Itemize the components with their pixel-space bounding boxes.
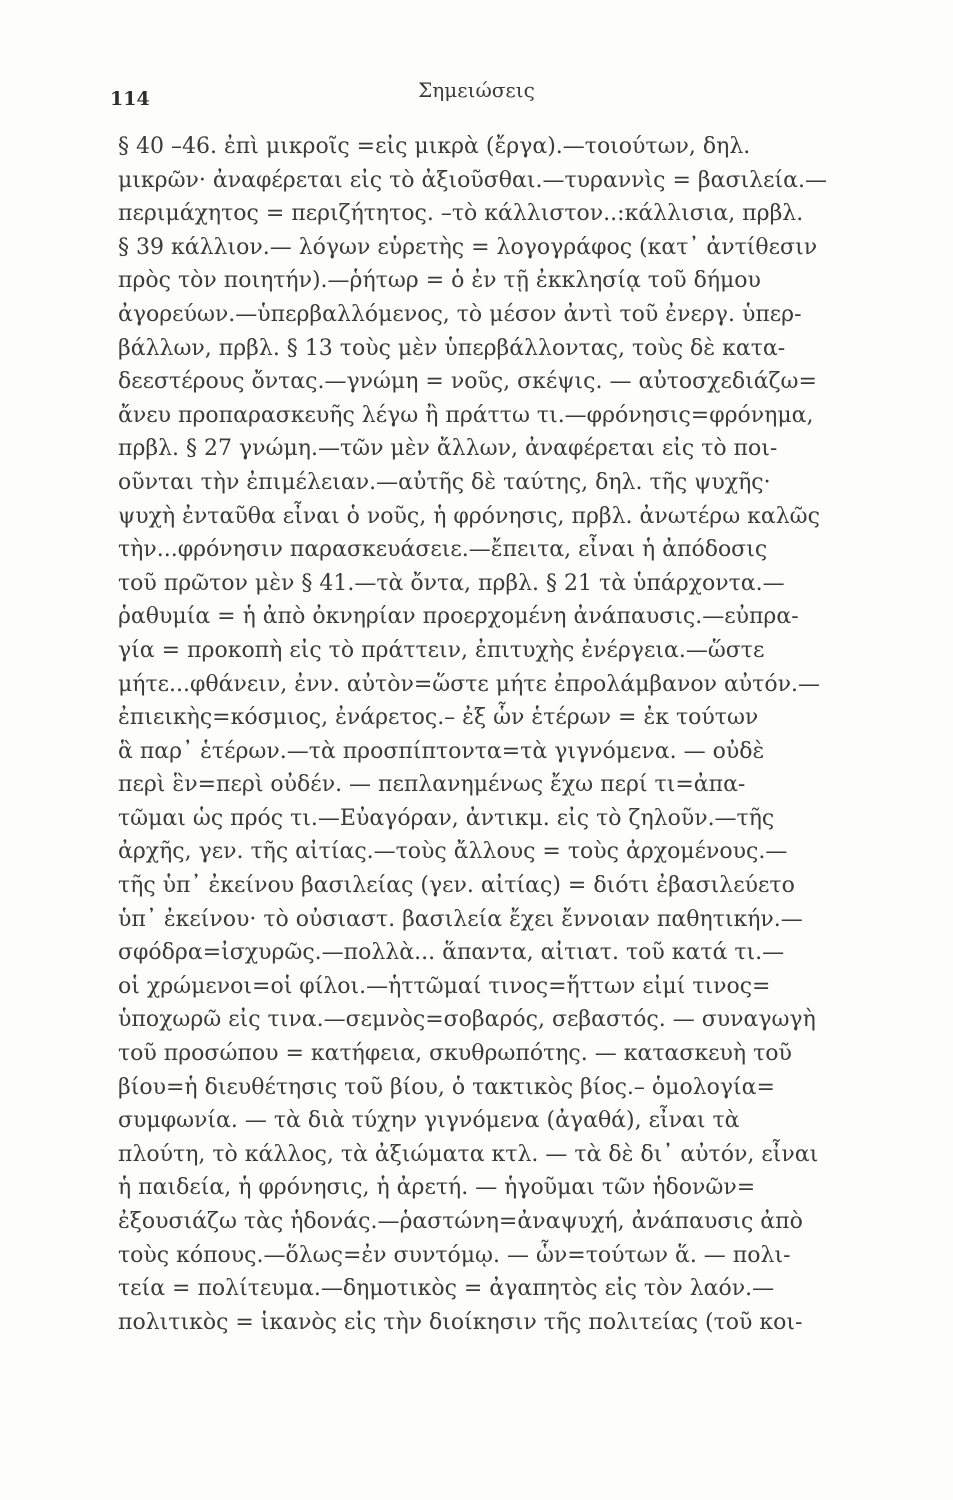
text-line: ὑποχωρῶ εἰς τινα.—σεμνὸς=σοβαρός, σεβαστός. — συναγωγὴ [118,1007,816,1033]
text-line: ἀρχῆς, γεν. τῆς αἰτίας.—τοὺς ἄλλους = τοὺς ἀρχομένους.— [118,839,788,865]
text-line: πολιτικὸς = ἱκανὸς εἰς τὴν διοίκησιν τῆς πολιτείας (τοῦ κοι- [118,1309,803,1335]
text-line: οῦνται τὴν ἐπιμέλειαν.—αὐτῆς δὲ ταύτης, δηλ. τῆς ψυχῆς· [118,469,771,495]
text-line: σφόδρα=ἰσχυρῶς.—πολλὰ... ἅπαντα, αἰτιατ. τοῦ κατά τι.— [118,940,785,966]
notes-body [118,130,928,1339]
text-line: μικρῶν· ἀναφέρεται εἰς τὸ ἀξιοῦσθαι.—τυραννὶς = βασιλεία.— [118,167,827,193]
text-line: τεία = πολίτευμα.—δημοτικὸς = ἀγαπητὸς εἰς τὸν λαόν.— [118,1276,775,1302]
page-number: 114 [110,88,150,110]
text-line: βίου=ἡ διευθέτησις τοῦ βίου, ὁ τακτικὸς βίος.– ὁμολογία= [118,1074,775,1100]
text-line: πλούτη, τὸ κάλλος, τὰ ἀξιώματα κτλ. — τὰ δὲ δι᾿ αὐτόν, εἶναι [118,1141,819,1167]
text-line: ἄνευ προπαρασκευῆς λέγω ἢ πράττω τι.—φρόνησις=φρόνημα, [118,402,814,428]
text-line: δεεστέρους ὄντας.—γνώμη = νοῦς, σκέψις. — αὐτοσχεδιάζω= [118,369,817,395]
running-head: Σημειώσεις [418,78,535,102]
text-line: ἐξουσιάζω τὰς ἡδονάς.—ῥαστώνη=ἀναψυχή, ἀνάπαυσις ἀπὸ [118,1209,803,1234]
text-line: ἐπιεικὴς=κόσμιος, ἐνάρετος.– ἐξ ὧν ἑτέρων = ἐκ τούτων [118,705,759,731]
text-line: πρβλ. § 27 γνώμη.—τῶν μὲν ἄλλων, ἀναφέρεται εἰς τὸ ποι- [118,436,778,462]
text-line: πρὸς τὸν ποιητήν).—ῥήτωρ = ὁ ἐν τῇ ἐκκλησίᾳ τοῦ δήμου [118,268,761,294]
text-line: τοῦ προσώπου = κατήφεια, σκυθρωπότης. — κατασκευὴ τοῦ [118,1041,792,1067]
text-line: ὑπ᾿ ἐκείνου· τὸ οὐσιαστ. βασιλεία ἔχει ἔννοιαν παθητικήν.— [118,906,803,932]
text-line: ψυχὴ ἐνταῦθα εἶναι ὁ νοῦς, ἡ φρόνησις, πρβλ. ἀνωτέρω καλῶς [118,503,820,529]
text-line: § 40 –46. ἐπὶ μικροῖς =εἰς μικρὰ (ἔργα).—τοιούτων, δηλ. [118,134,751,159]
text-line: ἃ παρ᾿ ἑτέρων.—τὰ προσπίπτοντα=τὰ γιγνόμενα. — οὐδὲ [118,738,765,764]
text-line: τὴν...φρόνησιν παρασκευάσειε.—ἔπειτα, εἶναι ἡ ἀπόδοσις [118,537,768,563]
text-line: ἡ παιδεία, ἡ φρόνησις, ἡ ἀρετή. — ἡγοῦμαι τῶν ἡδονῶν= [118,1175,756,1201]
text-line: μήτε...φθάνειν, ἐνν. αὐτὸν=ὥστε μήτε ἐπρολάμβανον αὐτόν.— [118,671,820,697]
text-line: βάλλων, πρβλ. § 13 τοὺς μὲν ὑπερβάλλοντας, τοὺς δὲ κατα- [118,335,786,361]
text-line: τῆς ὑπ᾿ ἐκείνου βασιλείας (γεν. αἰτίας) = διότι ἐβασιλεύετο [118,873,795,899]
text-line: τοὺς κόπους.—ὅλως=ἐν συντόμῳ. — ὧν=τούτων ἅ. — πολι- [118,1242,791,1268]
text-line: τοῦ πρῶτον μὲν § 41.—τὰ ὄντα, πρβλ. § 21 τὰ ὑπάρχοντα.— [118,570,785,596]
text-line: § 39 κάλλιον.— λόγων εὑρετὴς = λογογράφος (κατ᾿ ἀντίθεσιν [118,234,818,260]
text-line: ἀγορεύων.—ὑπερβαλλόμενος, τὸ μέσον ἀντὶ τοῦ ἐνεργ. ὑπερ- [118,301,802,327]
text-line: οἱ χρώμενοι=οἱ φίλοι.—ἡττῶμαί τινος=ἥττων εἰμί τινος= [118,973,771,999]
text-line: περὶ ἓν=περὶ οὐδέν. — πεπλανημένως ἔχω περί τι=ἀπα- [118,772,746,798]
text-line: συμφωνία. — τὰ διὰ τύχην γιγνόμενα (ἀγαθά), εἶναι τὰ [118,1108,740,1134]
text-line: τῶμαι ὡς πρός τι.—Εὐαγόραν, ἀντικμ. εἰς τὸ ζηλοῦν.—τῆς [118,805,775,831]
text-line: γία = προκοπὴ εἰς τὸ πράττειν, ἐπιτυχὴς ἐνέργεια.—ὥστε [118,637,765,663]
text-line: περιμάχητος = περιζήτητος. –τὸ κάλλιστον..:κάλλισια, πρβλ. [118,201,804,227]
text-line: ῥαθυμία = ἡ ἀπὸ ὀκνηρίαν προερχομένη ἀνάπαυσις.—εὐπρα- [118,604,799,630]
